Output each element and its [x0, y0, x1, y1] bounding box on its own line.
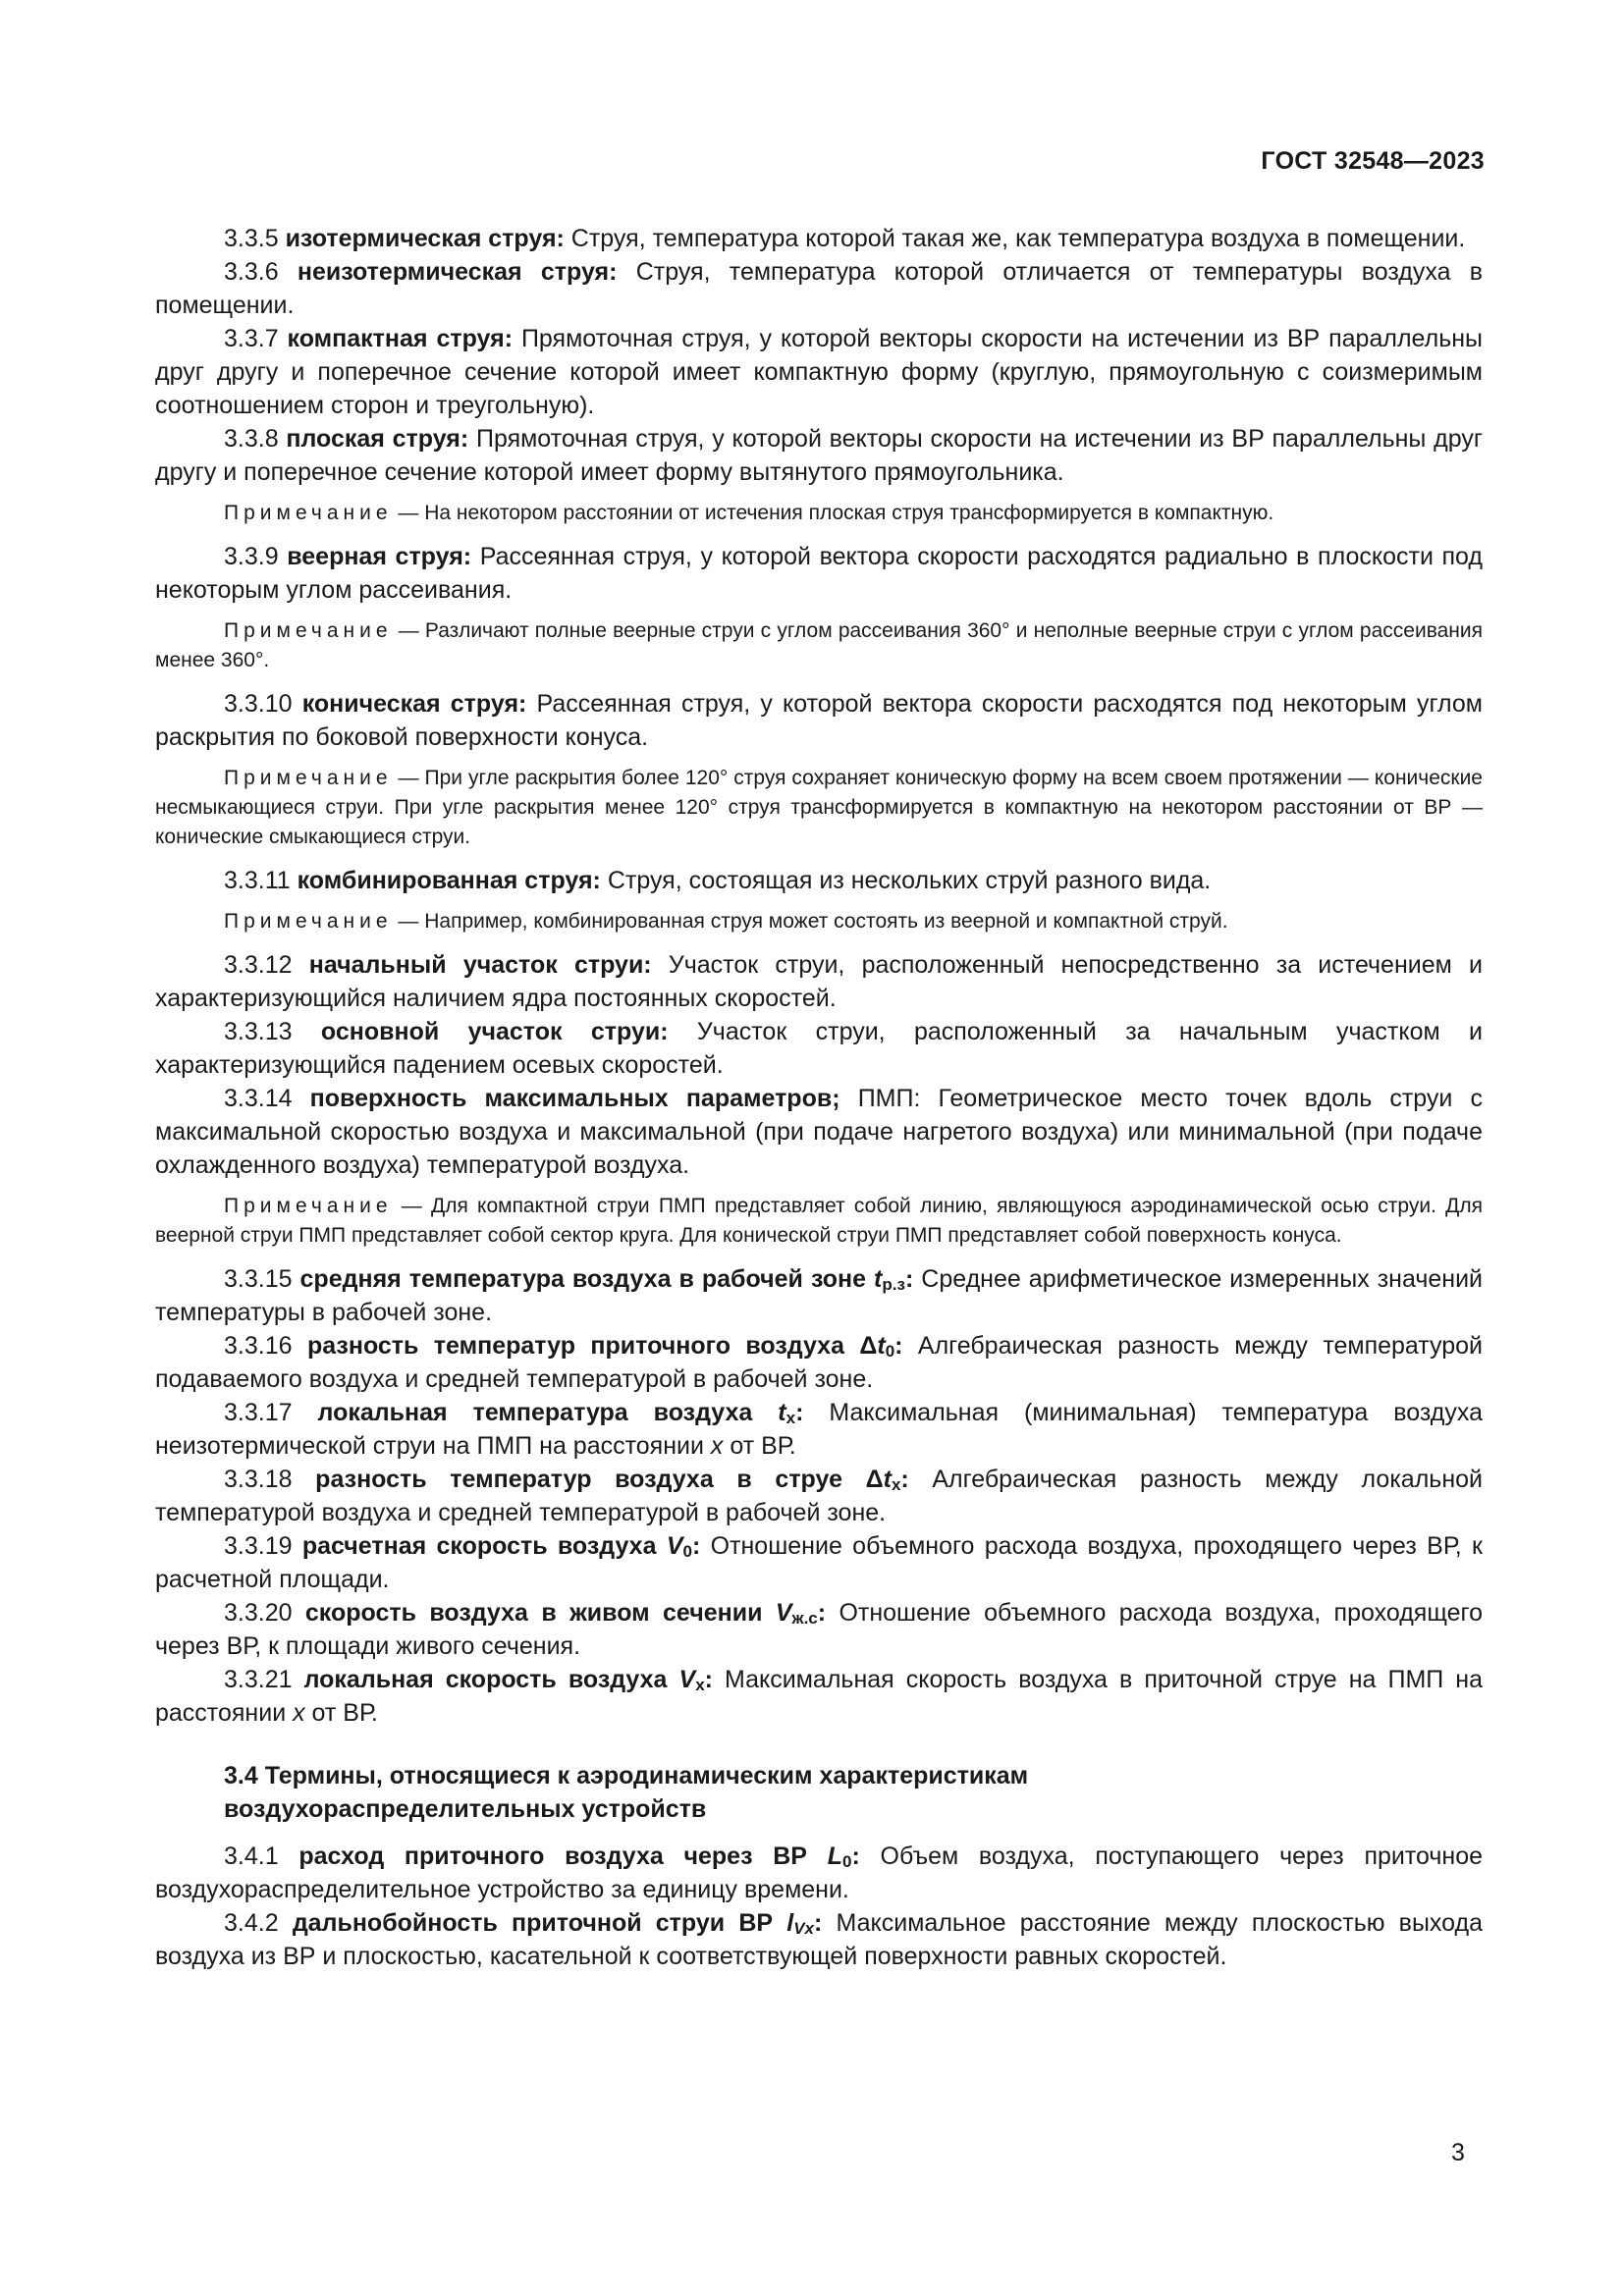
term-3-3-15: 3.3.15 средняя температура воздуха в рабочей зоне $t_{р.з}$: Среднее арифметическое измеренных значений температуры в рабочей зоне. [155, 1265, 1483, 1326]
note-3-3-8: Примечание — На некотором расстоянии от истечения плоская струя трансформируется в компактную. [224, 502, 1274, 524]
term-3-3-5: 3.3.5 изотермическая струя: Струя, температура которой такая же, как температура воздуха в помещении. [224, 225, 1466, 252]
term-3-3-18: 3.3.18 разность температур воздуха в струе $\Delta t_x$: Алгебраическая разность между локальной температурой воздуха и средней температурой в рабочей зоне. [155, 1466, 1483, 1526]
term-3-3-12: 3.3.12 начальный участок струи: Участок струи, расположенный непосредственно за истечением и характеризующийся наличием ядра постоянных скоростей. [155, 951, 1483, 1012]
term-3-3-21: 3.3.21 локальная скорость воздуха $V_x$: Максимальная скорость воздуха в приточной струе на ПМП на расстоянии x от ВР. [155, 1666, 1484, 1727]
term-3-3-10: 3.3.10 коническая струя: Рассеянная струя, у которой вектора скорости расходятся под некоторым углом раскрытия по боковой поверхности конуса. [155, 690, 1483, 751]
note-3-3-11: Примечание — Например, комбинированная струя может состоять из веерной и компактной струй. [224, 910, 1228, 933]
term-3-3-8: 3.3.8 плоская струя: Прямоточная струя, у которой векторы скорости на истечении из ВР параллельны друг другу и поперечное сечение которой имеет форму вытянутого прямоугольника. [155, 425, 1483, 486]
term-3-3-16: 3.3.16 разность температур приточного воздуха $\Delta t_0$: Алгебраическая разность между температурой подаваемого воздуха и средней температурой в рабочей зоне. [155, 1332, 1484, 1393]
term-3-3-7: 3.3.7 компактная струя: Прямоточная струя, у которой векторы скорости на истечении из ВР параллельны друг другу и поперечное сечение которой имеет компактную форму (круглую, прямоугольную с соизмеримым соотношением сторон и треугольную). [155, 325, 1483, 419]
term-3-3-17: 3.3.17 локальная температура воздуха $t_x$: Максимальная (минимальная) температура воздуха неизотермической струи на ПМП на расстоянии x от ВР. [155, 1399, 1483, 1460]
term-3-3-13: 3.3.13 основной участок струи: Участок струи, расположенный за начальным участком и характеризующийся падением осевых скоростей. [155, 1018, 1483, 1079]
term-3-4-1: 3.4.1 расход приточного воздуха через ВР $L_0$: Объем воздуха, поступающего через приточное воздухораспределительное устройство за единицу времени. [155, 1842, 1484, 1903]
section-heading-3-4 [224, 1759, 1483, 1826]
term-3-3-19: 3.3.19 расчетная скорость воздуха $V_0$: Отношение объемного расхода воздуха, проходящего через ВР, к расчетной площади. [155, 1532, 1483, 1593]
term-3-3-6: 3.3.6 неизотермическая струя: Струя, температура которой отличается от температуры воздуха в помещении. [155, 258, 1483, 319]
term-3-3-14: 3.3.14 поверхность максимальных параметров; ПМП: Геометрическое место точек вдоль струи с максимальной скоростью воздуха и максимальной (при подаче нагретого воздуха) или минимальной (при подаче охлажденного воздуха) температурой воздуха. [155, 1085, 1484, 1179]
term-3-3-20: 3.3.20 скорость воздуха в живом сечении $V_{ж.с}$: Отношение объемного расхода воздуха, проходящего через ВР, к площади живого сечения. [155, 1599, 1483, 1660]
term-3-3-9: 3.3.9 веерная струя: Рассеянная струя, у которой вектора скорости расходятся радиально в плоскости под некоторым углом рассеивания. [155, 543, 1483, 604]
note-3-3-9: Примечание — Различают полные веерные струи с углом рассеивания 360° и неполные веерные струи с углом рассеивания менее 360°. [155, 619, 1483, 671]
page-content [155, 222, 1483, 1973]
term-3-3-11: 3.3.11 комбинированная струя: Струя, состоящая из нескольких струй разного вида. [224, 867, 1212, 894]
note-3-3-14: Примечание — Для компактной струи ПМП представляет собой линию, являющуюся аэродинамической осью струи. Для веерной струи ПМП представляет собой сектор круга. Для конической струи ПМП представляет собой поверхность конуса. [155, 1195, 1483, 1247]
document-header: ГОСТ 32548—2023 [1261, 147, 1485, 175]
term-3-4-2: 3.4.2 дальнобойность приточной струи ВР $l_{Vx}$: Максимальное расстояние между плоскостью выхода воздуха из ВР и плоскостью, касательной к соответствующей поверхности равных скоростей. [155, 1909, 1483, 1970]
page-number: 3 [1451, 2139, 1465, 2166]
section-heading-line-1: 3.4 Термины, относящиеся к аэродинамическим характеристикам [224, 1762, 1029, 1789]
note-3-3-10: Примечание — При угле раскрытия более 120° струя сохраняет коническую форму на всем своем протяжении — конические несмыкающиеся струи. При угле раскрытия менее 120° струя трансформируется в компактную на некотором расстоянии от ВР — конические смыкающиеся струи. [155, 767, 1483, 848]
section-heading-line-2: воздухораспределительных устройств [224, 1795, 707, 1823]
